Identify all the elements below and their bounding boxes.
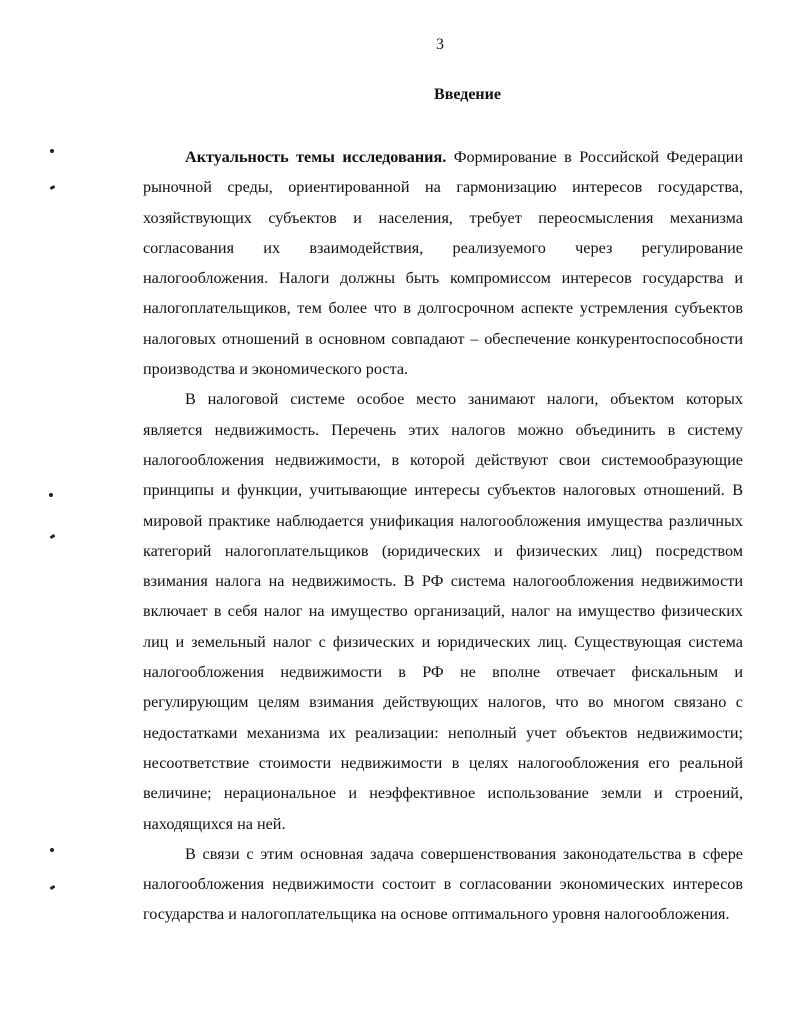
margin-mark xyxy=(50,185,56,190)
section-title: Введение xyxy=(434,86,501,103)
margin-mark xyxy=(50,149,54,153)
margin-mark xyxy=(50,534,56,539)
paragraph-2: В налоговой системе особое место занимают налоги, объектом которых является недвижимость. Перечень этих налогов можно объединить в систему налогообложения недвижимости, в которой действуют свои системообразующие принципы и функции, учитывающие интересы субъектов налоговых отношений. В мировой практике наблюдается унификация налогообложения имущества различных категорий налогоплательщиков (юридических и физических лиц) посредством взимания налога на недвижимость. В РФ система налогообложения недвижимости включает в себя налог на имущество организаций, налог на имущество физических лиц и земельный налог с физических и юридических лиц. Существующая система налогообложения недвижимости в РФ не вполне отвечает фискальным и регулирующим целям взимания действующих налогов, что во многом связано с недостатками механизма их реализации: неполный учет объектов недвижимости; несоответствие стоимости недвижимости в целях налогообложения его реальной величине; нерациональное и неэффективное использование земли и строений, находящихся на ней. xyxy=(143,390,743,833)
margin-mark xyxy=(49,493,53,497)
paragraph-lead: Актуальность темы исследования. xyxy=(185,148,447,166)
paragraph-1-text: Формирование в Российской Федерации рыночной среды, ориентированной на гармонизацию интересов государства, хозяйствующих субъектов и населения, требует переосмысления механизма согласования их взаимодействия, реализуемого через регулирование налогообложения. Налоги должны быть компромиссом интересов государства и налогоплательщиков, тем более что в долгосрочном аспекте устремления субъектов налоговых отношений в основном совпадают – обеспечение конкурентоспособности производства и экономического роста. xyxy=(143,148,743,379)
body-text xyxy=(143,142,743,930)
page-number: 3 xyxy=(436,36,444,53)
paragraph-relevance xyxy=(143,142,743,384)
margin-mark xyxy=(50,885,56,890)
paragraph-3: В связи с этим основная задача совершенствования законодательства в сфере налогообложения недвижимости состоит в согласовании экономических интересов государства и налогоплательщика на основе оптимального уровня налогообложения. xyxy=(143,844,743,924)
margin-mark xyxy=(50,848,54,852)
